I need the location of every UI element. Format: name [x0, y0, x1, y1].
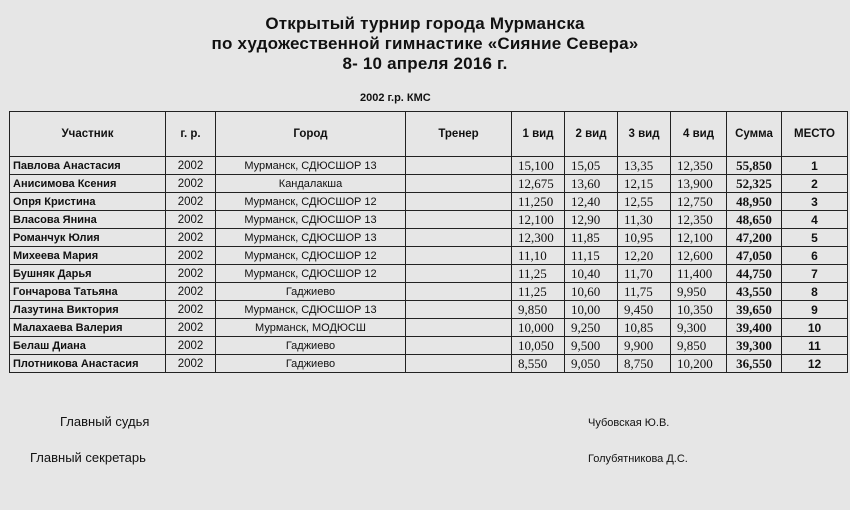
place-cell: 11 — [782, 337, 848, 355]
event-2-score-cell: 10,40 — [565, 265, 618, 283]
coach-cell — [406, 337, 512, 355]
table-row — [10, 229, 848, 247]
event-3-score-cell: 9,450 — [618, 301, 671, 319]
column-header-place: МЕСТО — [782, 112, 848, 157]
event-2-score-cell: 13,60 — [565, 175, 618, 193]
column-header-total: Сумма — [727, 112, 782, 157]
total-score-cell: 39,400 — [727, 319, 782, 337]
event-4-score-cell: 12,350 — [671, 211, 727, 229]
city-cell: Мурманск, СДЮСШОР 13 — [216, 229, 406, 247]
event-2-score-cell: 11,15 — [565, 247, 618, 265]
column-header-event-1: 1 вид — [512, 112, 565, 157]
table-row — [10, 283, 848, 301]
place-cell: 1 — [782, 157, 848, 175]
city-cell: Мурманск, СДЮСШОР 12 — [216, 265, 406, 283]
participant-name-cell: Михеева Мария — [10, 247, 166, 265]
coach-cell — [406, 193, 512, 211]
column-header-coach: Тренер — [406, 112, 512, 157]
birth-year-cell: 2002 — [166, 265, 216, 283]
event-2-score-cell: 10,00 — [565, 301, 618, 319]
total-score-cell: 47,050 — [727, 247, 782, 265]
table-row — [10, 301, 848, 319]
column-header-event-3: 3 вид — [618, 112, 671, 157]
coach-cell — [406, 355, 512, 373]
total-score-cell: 43,550 — [727, 283, 782, 301]
participant-name-cell: Опря Кристина — [10, 193, 166, 211]
event-4-score-cell: 9,950 — [671, 283, 727, 301]
event-1-score-cell: 15,100 — [512, 157, 565, 175]
city-cell: Гаджиево — [216, 355, 406, 373]
column-header-city: Город — [216, 112, 406, 157]
event-4-score-cell: 12,750 — [671, 193, 727, 211]
participant-name-cell: Бушняк Дарья — [10, 265, 166, 283]
event-3-score-cell: 11,70 — [618, 265, 671, 283]
total-score-cell: 55,850 — [727, 157, 782, 175]
birth-year-cell: 2002 — [166, 337, 216, 355]
event-3-score-cell: 12,20 — [618, 247, 671, 265]
document-title — [0, 14, 850, 74]
table-row — [10, 193, 848, 211]
event-4-score-cell: 11,400 — [671, 265, 727, 283]
event-2-score-cell: 11,85 — [565, 229, 618, 247]
event-3-score-cell: 12,15 — [618, 175, 671, 193]
event-1-score-cell: 11,250 — [512, 193, 565, 211]
event-1-score-cell: 10,000 — [512, 319, 565, 337]
total-score-cell: 39,300 — [727, 337, 782, 355]
title-line-3: 8- 10 апреля 2016 г. — [342, 54, 508, 73]
participant-name-cell: Белаш Диана — [10, 337, 166, 355]
event-2-score-cell: 12,90 — [565, 211, 618, 229]
event-2-score-cell: 15,05 — [565, 157, 618, 175]
coach-cell — [406, 229, 512, 247]
participant-name-cell: Анисимова Ксения — [10, 175, 166, 193]
event-1-score-cell: 12,300 — [512, 229, 565, 247]
event-3-score-cell: 11,75 — [618, 283, 671, 301]
coach-cell — [406, 211, 512, 229]
event-3-score-cell: 11,30 — [618, 211, 671, 229]
place-cell: 9 — [782, 301, 848, 319]
results-table — [9, 111, 848, 373]
event-1-score-cell: 9,850 — [512, 301, 565, 319]
birth-year-cell: 2002 — [166, 355, 216, 373]
coach-cell — [406, 247, 512, 265]
event-4-score-cell: 10,200 — [671, 355, 727, 373]
city-cell: Мурманск, СДЮСШОР 12 — [216, 247, 406, 265]
place-cell: 12 — [782, 355, 848, 373]
birth-year-cell: 2002 — [166, 283, 216, 301]
place-cell: 6 — [782, 247, 848, 265]
city-cell: Мурманск, СДЮСШОР 13 — [216, 157, 406, 175]
event-2-score-cell: 9,050 — [565, 355, 618, 373]
chief-judge-label: Главный судья — [60, 414, 150, 429]
event-1-score-cell: 10,050 — [512, 337, 565, 355]
place-cell: 5 — [782, 229, 848, 247]
coach-cell — [406, 175, 512, 193]
event-2-score-cell: 10,60 — [565, 283, 618, 301]
total-score-cell: 48,950 — [727, 193, 782, 211]
place-cell: 10 — [782, 319, 848, 337]
participant-name-cell: Лазутина Виктория — [10, 301, 166, 319]
total-score-cell: 52,325 — [727, 175, 782, 193]
coach-cell — [406, 283, 512, 301]
title-line-1: Открытый турнир города Мурманска — [265, 14, 585, 33]
event-4-score-cell: 12,600 — [671, 247, 727, 265]
title-line-2: по художественной гимнастике «Сияние Севера» — [211, 34, 639, 53]
event-4-score-cell: 12,350 — [671, 157, 727, 175]
event-1-score-cell: 11,25 — [512, 283, 565, 301]
table-body — [10, 157, 848, 373]
event-3-score-cell: 10,95 — [618, 229, 671, 247]
table-row — [10, 355, 848, 373]
table-row — [10, 157, 848, 175]
place-cell: 8 — [782, 283, 848, 301]
participant-name-cell: Плотникова Анастасия — [10, 355, 166, 373]
event-1-score-cell: 8,550 — [512, 355, 565, 373]
event-1-score-cell: 11,25 — [512, 265, 565, 283]
event-3-score-cell: 13,35 — [618, 157, 671, 175]
table-row — [10, 337, 848, 355]
event-4-score-cell: 10,350 — [671, 301, 727, 319]
birth-year-cell: 2002 — [166, 229, 216, 247]
city-cell: Мурманск, СДЮСШОР 12 — [216, 193, 406, 211]
city-cell: Мурманск, СДЮСШОР 13 — [216, 301, 406, 319]
city-cell: Мурманск, СДЮСШОР 13 — [216, 211, 406, 229]
participant-name-cell: Малахаева Валерия — [10, 319, 166, 337]
city-cell: Гаджиево — [216, 283, 406, 301]
table-row — [10, 175, 848, 193]
event-3-score-cell: 12,55 — [618, 193, 671, 211]
total-score-cell: 39,650 — [727, 301, 782, 319]
total-score-cell: 44,750 — [727, 265, 782, 283]
participant-name-cell: Романчук Юлия — [10, 229, 166, 247]
event-1-score-cell: 12,100 — [512, 211, 565, 229]
event-3-score-cell: 10,85 — [618, 319, 671, 337]
table-header-row — [10, 112, 848, 157]
birth-year-cell: 2002 — [166, 175, 216, 193]
total-score-cell: 36,550 — [727, 355, 782, 373]
coach-cell — [406, 301, 512, 319]
chief-secretary-label: Главный секретарь — [30, 450, 146, 465]
participant-name-cell: Гончарова Татьяна — [10, 283, 166, 301]
participant-name-cell: Павлова Анастасия — [10, 157, 166, 175]
table-row — [10, 247, 848, 265]
table-row — [10, 319, 848, 337]
event-2-score-cell: 9,500 — [565, 337, 618, 355]
birth-year-cell: 2002 — [166, 211, 216, 229]
place-cell: 4 — [782, 211, 848, 229]
place-cell: 2 — [782, 175, 848, 193]
chief-secretary-name: Голубятникова Д.С. — [588, 453, 688, 465]
coach-cell — [406, 157, 512, 175]
birth-year-cell: 2002 — [166, 301, 216, 319]
event-2-score-cell: 12,40 — [565, 193, 618, 211]
table-row — [10, 265, 848, 283]
chief-judge-name: Чубовская Ю.В. — [588, 417, 670, 429]
participant-name-cell: Власова Янина — [10, 211, 166, 229]
event-1-score-cell: 12,675 — [512, 175, 565, 193]
city-cell: Гаджиево — [216, 337, 406, 355]
column-header-participant: Участник — [10, 112, 166, 157]
table-row — [10, 211, 848, 229]
event-3-score-cell: 9,900 — [618, 337, 671, 355]
event-4-score-cell: 13,900 — [671, 175, 727, 193]
event-3-score-cell: 8,750 — [618, 355, 671, 373]
event-4-score-cell: 9,300 — [671, 319, 727, 337]
place-cell: 3 — [782, 193, 848, 211]
birth-year-cell: 2002 — [166, 247, 216, 265]
city-cell: Кандалакша — [216, 175, 406, 193]
coach-cell — [406, 265, 512, 283]
category-subtitle: 2002 г.р. КМС — [360, 92, 431, 104]
event-4-score-cell: 9,850 — [671, 337, 727, 355]
total-score-cell: 48,650 — [727, 211, 782, 229]
event-2-score-cell: 9,250 — [565, 319, 618, 337]
event-1-score-cell: 11,10 — [512, 247, 565, 265]
place-cell: 7 — [782, 265, 848, 283]
birth-year-cell: 2002 — [166, 319, 216, 337]
birth-year-cell: 2002 — [166, 157, 216, 175]
column-header-event-2: 2 вид — [565, 112, 618, 157]
total-score-cell: 47,200 — [727, 229, 782, 247]
event-4-score-cell: 12,100 — [671, 229, 727, 247]
birth-year-cell: 2002 — [166, 193, 216, 211]
column-header-year: г. р. — [166, 112, 216, 157]
column-header-event-4: 4 вид — [671, 112, 727, 157]
city-cell: Мурманск, МОДЮСШ — [216, 319, 406, 337]
coach-cell — [406, 319, 512, 337]
